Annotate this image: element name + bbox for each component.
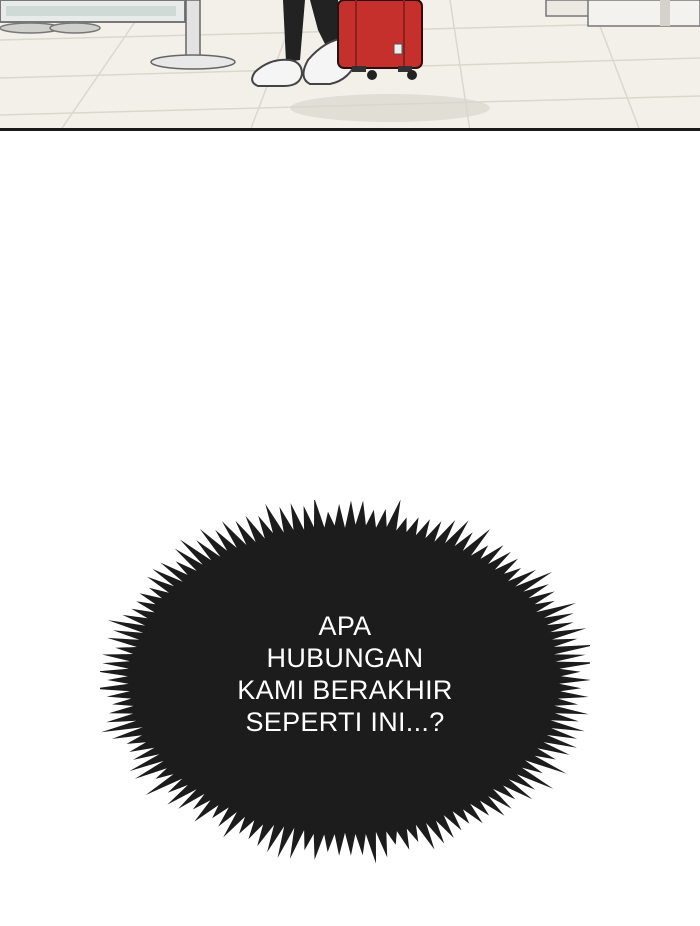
- speech-line: KAMI BERAKHIR: [237, 675, 453, 705]
- speech-bubble: [100, 500, 590, 870]
- speech-bubble-text: [160, 610, 530, 738]
- speech-line: APA: [318, 611, 372, 641]
- comic-panel: [0, 0, 700, 131]
- speech-line: SEPERTI INI...?: [245, 707, 445, 737]
- speech-line: HUBUNGAN: [266, 643, 424, 673]
- panel-border: [0, 128, 700, 131]
- airport-scene-illustration: [0, 0, 700, 131]
